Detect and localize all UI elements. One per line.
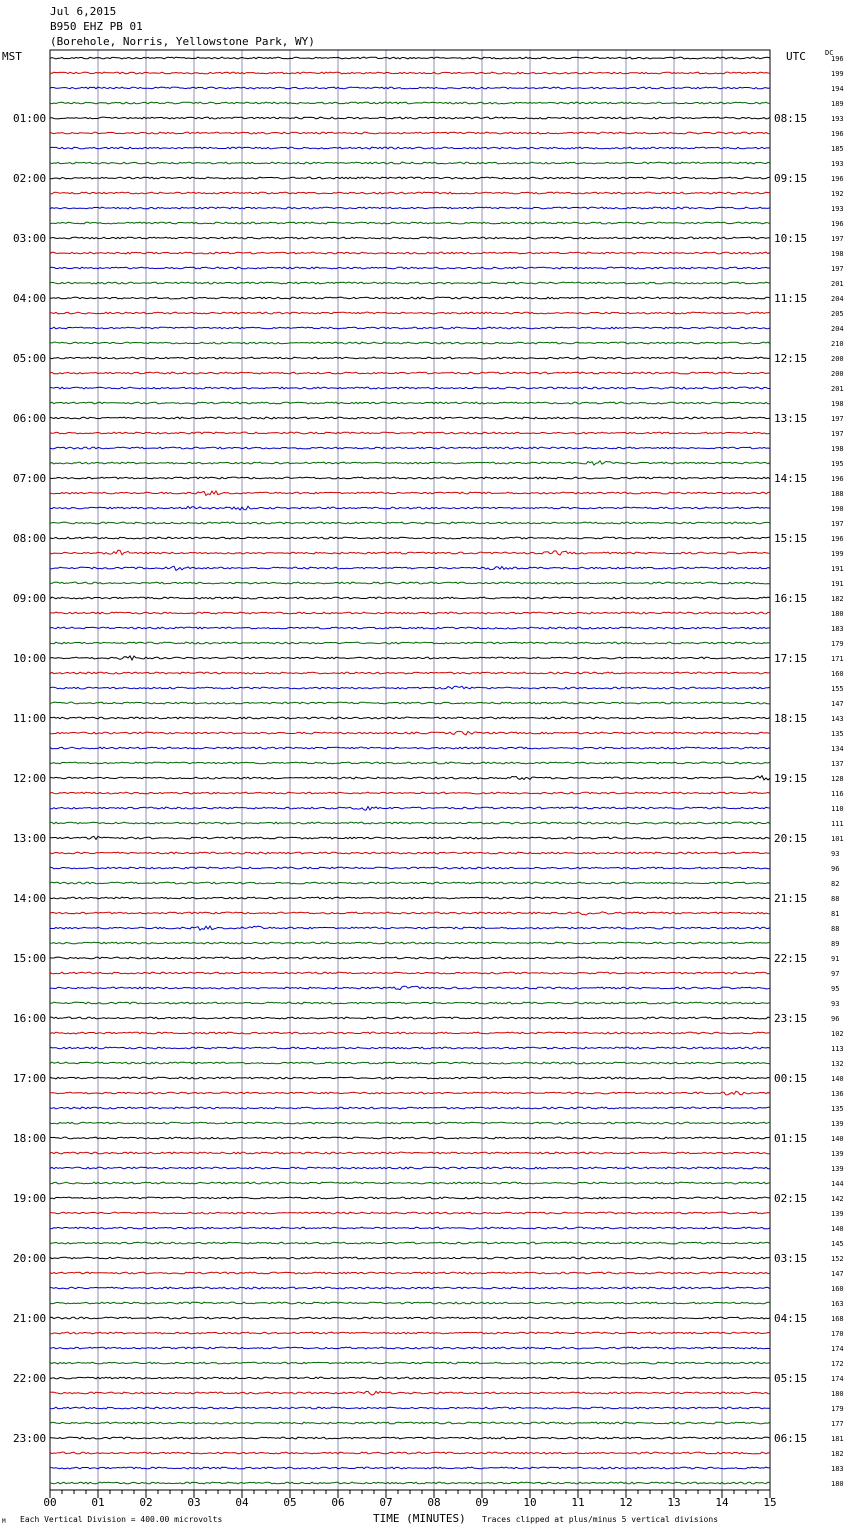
dc-offset-value: 91	[831, 955, 840, 963]
dc-offset-value: 82	[831, 880, 840, 888]
seismic-trace	[50, 432, 770, 434]
mst-hour-label: 18:00	[13, 1132, 47, 1145]
dc-offset-value: 111	[831, 820, 844, 828]
mst-hour-label: 12:00	[13, 772, 47, 785]
utc-hour-label: 19:15	[774, 772, 808, 785]
seismic-trace	[50, 1122, 770, 1124]
seismic-trace	[50, 1091, 770, 1095]
utc-hour-label: 02:15	[774, 1192, 808, 1205]
dc-offset-value: 132	[831, 1060, 844, 1068]
dc-offset-value: 199	[831, 70, 844, 78]
dc-offset-value: 152	[831, 1255, 844, 1263]
seismic-trace	[50, 327, 770, 329]
x-tick-label: 00	[43, 1496, 57, 1509]
seismic-trace	[50, 207, 770, 209]
mst-hour-label: 23:00	[13, 1432, 47, 1445]
dc-offset-value: 134	[831, 745, 844, 753]
dc-offset-value: 197	[831, 265, 844, 273]
seismic-trace	[50, 1077, 770, 1079]
seismic-trace	[50, 1377, 770, 1379]
seismic-trace	[50, 867, 770, 869]
dc-offset-value: 193	[831, 205, 844, 213]
dc-offset-value: 160	[831, 670, 844, 678]
mst-hour-label: 07:00	[13, 472, 47, 485]
seismic-trace	[50, 897, 770, 899]
seismic-trace	[50, 1167, 770, 1169]
utc-hour-label: 22:15	[774, 952, 808, 965]
seismic-trace	[50, 836, 770, 839]
seismic-trace	[50, 357, 770, 359]
seismic-trace	[50, 1391, 770, 1395]
mst-hour-label: 17:00	[13, 1072, 47, 1085]
seismic-trace	[50, 147, 770, 149]
dc-offset-value: 183	[831, 625, 844, 633]
utc-hour-label: 04:15	[774, 1312, 808, 1325]
mst-hour-label: 16:00	[13, 1012, 47, 1025]
dc-offset-value: 191	[831, 580, 844, 588]
utc-hour-label: 10:15	[774, 232, 808, 245]
seismic-trace	[50, 852, 770, 854]
seismic-trace	[50, 1212, 770, 1214]
dc-offset-value: 197	[831, 520, 844, 528]
dc-offset-value: 140	[831, 1135, 844, 1143]
utc-hour-label: 17:15	[774, 652, 808, 665]
seismic-trace	[50, 297, 770, 299]
x-tick-label: 13	[667, 1496, 681, 1509]
dc-offset-value: 93	[831, 850, 840, 858]
utc-hour-label: 09:15	[774, 172, 808, 185]
dc-offset-value: 189	[831, 100, 844, 108]
seismic-trace	[50, 222, 770, 224]
dc-offset-value: 139	[831, 1150, 844, 1158]
seismic-trace	[50, 237, 770, 239]
dc-offset-value: 88	[831, 925, 840, 933]
utc-hour-label: 03:15	[774, 1252, 808, 1265]
dc-offset-value: 185	[831, 145, 844, 153]
seismic-trace	[50, 672, 770, 674]
dc-offset-value: 182	[831, 1450, 844, 1458]
x-tick-label: 04	[235, 1496, 249, 1509]
x-tick-label: 05	[283, 1496, 297, 1509]
dc-offset-value: 179	[831, 1405, 844, 1413]
x-tick-label: 03	[187, 1496, 201, 1509]
seismic-trace	[50, 491, 770, 496]
utc-hour-label: 08:15	[774, 112, 808, 125]
seismic-trace	[50, 702, 770, 704]
dc-offset-value: 145	[831, 1240, 844, 1248]
seismic-trace	[50, 612, 770, 614]
x-tick-label: 11	[571, 1496, 585, 1509]
seismic-trace	[50, 1227, 770, 1229]
seismic-trace	[50, 342, 770, 344]
x-tick-label: 06	[331, 1496, 345, 1509]
mst-hour-label: 21:00	[13, 1312, 47, 1325]
seismic-trace	[50, 926, 770, 930]
x-tick-label: 10	[523, 1496, 537, 1509]
seismic-trace	[50, 447, 770, 449]
utc-hour-label: 06:15	[774, 1432, 808, 1445]
dc-offset-value: 88	[831, 895, 840, 903]
right-timezone-label: UTC	[786, 50, 806, 63]
seismic-trace	[50, 1047, 770, 1049]
seismic-trace	[50, 522, 770, 524]
seismic-trace	[50, 582, 770, 584]
dc-offset-value: 180	[831, 1480, 844, 1488]
seismic-trace	[50, 117, 770, 119]
dc-offset-header: DC	[825, 49, 834, 57]
dc-offset-value: 142	[831, 1195, 844, 1203]
dc-offset-value: 182	[831, 595, 844, 603]
dc-offset-value: 140	[831, 1225, 844, 1233]
mst-hour-label: 03:00	[13, 232, 47, 245]
seismic-trace	[50, 252, 770, 254]
seismic-trace	[50, 1017, 770, 1019]
dc-offset-value: 135	[831, 730, 844, 738]
dc-offset-value: 144	[831, 1180, 844, 1188]
seismic-trace	[50, 686, 770, 689]
mst-hour-label: 01:00	[13, 112, 47, 125]
seismic-trace	[50, 1062, 770, 1064]
dc-offset-value: 128	[831, 775, 844, 783]
x-tick-label: 09	[475, 1496, 489, 1509]
dc-offset-value: 168	[831, 1315, 844, 1323]
mst-hour-label: 15:00	[13, 952, 47, 965]
seismic-trace	[50, 387, 770, 389]
mst-hour-label: 04:00	[13, 292, 47, 305]
utc-hour-label: 23:15	[774, 1012, 808, 1025]
dc-offset-value: 96	[831, 1015, 840, 1023]
dc-offset-value: 97	[831, 970, 840, 978]
seismic-trace	[50, 747, 770, 749]
dc-offset-value: 204	[831, 325, 844, 333]
dc-offset-value: 140	[831, 1075, 844, 1083]
seismic-trace	[50, 807, 770, 811]
x-tick-label: 15	[763, 1496, 777, 1509]
seismic-trace	[50, 1197, 770, 1199]
dc-offset-value: 190	[831, 505, 844, 513]
seismic-trace	[50, 162, 770, 164]
seismic-trace	[50, 1452, 770, 1454]
seismic-trace	[50, 1437, 770, 1439]
seismic-trace	[50, 942, 770, 944]
seismic-trace	[50, 627, 770, 629]
seismic-trace	[50, 912, 770, 915]
utc-hour-label: 21:15	[774, 892, 808, 905]
dc-offset-value: 147	[831, 1270, 844, 1278]
corner-mark: M	[2, 1518, 6, 1525]
dc-offset-value: 116	[831, 790, 844, 798]
dc-offset-value: 170	[831, 1330, 844, 1338]
seismic-trace	[50, 1422, 770, 1424]
mst-hour-label: 22:00	[13, 1372, 47, 1385]
dc-offset-value: 198	[831, 445, 844, 453]
seismic-trace	[50, 1137, 770, 1139]
utc-hour-label: 00:15	[774, 1072, 808, 1085]
dc-offset-value: 196	[831, 535, 844, 543]
mst-hour-label: 09:00	[13, 592, 47, 605]
scale-note: Each Vertical Division = 400.00 microvolts	[20, 1515, 223, 1524]
seismic-trace	[50, 1317, 770, 1319]
dc-offset-value: 139	[831, 1210, 844, 1218]
seismic-trace	[50, 656, 770, 660]
dc-offset-value: 160	[831, 1285, 844, 1293]
utc-hour-label: 13:15	[774, 412, 808, 425]
dc-offset-value: 197	[831, 235, 844, 243]
seismic-trace	[50, 417, 770, 419]
seismic-trace	[50, 1257, 770, 1259]
seismic-trace	[50, 477, 770, 479]
seismic-trace	[50, 1302, 770, 1304]
dc-offset-value: 139	[831, 1120, 844, 1128]
dc-offset-value: 136	[831, 1090, 844, 1098]
seismic-trace	[50, 957, 770, 959]
dc-offset-value: 101	[831, 835, 844, 843]
mst-hour-label: 10:00	[13, 652, 47, 665]
dc-offset-value: 93	[831, 1000, 840, 1008]
seismic-trace	[50, 986, 770, 990]
seismic-trace	[50, 550, 770, 555]
seismic-trace	[50, 1407, 770, 1409]
seismic-trace	[50, 1332, 770, 1334]
seismic-trace	[50, 1467, 770, 1469]
dc-offset-value: 193	[831, 115, 844, 123]
x-tick-label: 12	[619, 1496, 633, 1509]
seismic-trace	[50, 1482, 770, 1484]
seismic-trace	[50, 461, 770, 465]
seismic-trace	[50, 597, 770, 599]
seismic-trace	[50, 132, 770, 134]
dc-offset-value: 183	[831, 1465, 844, 1473]
seismic-trace	[50, 1002, 770, 1004]
dc-offset-value: 197	[831, 415, 844, 423]
x-tick-label: 08	[427, 1496, 441, 1509]
utc-hour-label: 15:15	[774, 532, 808, 545]
chart-date: Jul 6,2015	[50, 5, 117, 18]
dc-offset-value: 143	[831, 715, 844, 723]
seismic-trace	[50, 1242, 770, 1244]
dc-offset-value: 198	[831, 400, 844, 408]
seismic-trace	[50, 1032, 770, 1034]
mst-hour-label: 08:00	[13, 532, 47, 545]
dc-offset-value: 95	[831, 985, 840, 993]
dc-offset-value: 139	[831, 1165, 844, 1173]
dc-offset-value: 201	[831, 280, 844, 288]
dc-offset-value: 195	[831, 460, 844, 468]
seismic-trace	[50, 87, 770, 89]
dc-offset-value: 204	[831, 295, 844, 303]
dc-offset-value: 192	[831, 190, 844, 198]
dc-offset-value: 147	[831, 700, 844, 708]
seismic-trace	[50, 642, 770, 644]
mst-hour-label: 05:00	[13, 352, 47, 365]
seismic-trace	[50, 1362, 770, 1364]
dc-offset-value: 200	[831, 355, 844, 363]
utc-hour-label: 12:15	[774, 352, 808, 365]
seismic-trace	[50, 402, 770, 404]
seismic-trace	[50, 57, 770, 59]
chart-station: B950 EHZ PB 01	[50, 20, 143, 33]
mst-hour-label: 06:00	[13, 412, 47, 425]
dc-offset-value: 196	[831, 130, 844, 138]
dc-offset-value: 181	[831, 1435, 844, 1443]
utc-hour-label: 05:15	[774, 1372, 808, 1385]
seismic-trace	[50, 1347, 770, 1349]
dc-offset-value: 89	[831, 940, 840, 948]
dc-offset-value: 163	[831, 1300, 844, 1308]
seismic-trace	[50, 282, 770, 284]
seismic-trace	[50, 972, 770, 974]
dc-offset-value: 113	[831, 1045, 844, 1053]
seismic-trace	[50, 102, 770, 104]
dc-offset-value: 174	[831, 1345, 844, 1353]
dc-offset-value: 174	[831, 1375, 844, 1383]
dc-offset-value: 177	[831, 1420, 844, 1428]
dc-offset-value: 196	[831, 475, 844, 483]
seismic-trace	[50, 192, 770, 194]
seismic-trace	[50, 762, 770, 764]
mst-hour-label: 20:00	[13, 1252, 47, 1265]
x-tick-label: 01	[91, 1496, 105, 1509]
seismic-trace	[50, 822, 770, 824]
dc-offset-value: 194	[831, 85, 844, 93]
mst-hour-label: 02:00	[13, 172, 47, 185]
seismic-trace	[50, 792, 770, 794]
seismic-trace	[50, 776, 770, 780]
seismic-trace	[50, 1182, 770, 1184]
dc-offset-value: 196	[831, 55, 844, 63]
seismic-trace	[50, 1272, 770, 1274]
seismic-trace	[50, 372, 770, 374]
dc-offset-value: 137	[831, 760, 844, 768]
seismic-trace	[50, 1287, 770, 1289]
dc-offset-value: 191	[831, 565, 844, 573]
dc-offset-value: 210	[831, 340, 844, 348]
dc-offset-value: 199	[831, 550, 844, 558]
utc-hour-label: 14:15	[774, 472, 808, 485]
seismic-trace	[50, 177, 770, 179]
dc-offset-value: 172	[831, 1360, 844, 1368]
dc-offset-value: 198	[831, 250, 844, 258]
mst-hour-label: 13:00	[13, 832, 47, 845]
seismic-trace	[50, 882, 770, 884]
utc-hour-label: 18:15	[774, 712, 808, 725]
utc-hour-label: 11:15	[774, 292, 808, 305]
dc-offset-value: 197	[831, 430, 844, 438]
dc-offset-value: 205	[831, 310, 844, 318]
mst-hour-label: 11:00	[13, 712, 47, 725]
clip-note: Traces clipped at plus/minus 5 vertical divisions	[482, 1515, 719, 1524]
seismic-trace	[50, 537, 770, 539]
seismic-trace	[50, 267, 770, 269]
utc-hour-label: 01:15	[774, 1132, 808, 1145]
dc-offset-value: 193	[831, 160, 844, 168]
dc-offset-value: 96	[831, 865, 840, 873]
seismic-trace	[50, 1107, 770, 1109]
x-axis-label: TIME (MINUTES)	[373, 1512, 466, 1525]
seismic-trace	[50, 566, 770, 570]
dc-offset-value: 81	[831, 910, 840, 918]
dc-offset-value: 180	[831, 1390, 844, 1398]
seismic-trace	[50, 731, 770, 734]
dc-offset-value: 179	[831, 640, 844, 648]
chart-location: (Borehole, Norris, Yellowstone Park, WY)	[50, 35, 315, 48]
seismic-trace	[50, 1152, 770, 1154]
seismic-trace	[50, 72, 770, 74]
mst-hour-label: 19:00	[13, 1192, 47, 1205]
x-tick-label: 14	[715, 1496, 729, 1509]
dc-offset-value: 110	[831, 805, 844, 813]
dc-offset-value: 135	[831, 1105, 844, 1113]
dc-offset-value: 196	[831, 220, 844, 228]
dc-offset-value: 188	[831, 490, 844, 498]
dc-offset-value: 180	[831, 610, 844, 618]
dc-offset-value: 155	[831, 685, 844, 693]
left-timezone-label: MST	[2, 50, 22, 63]
seismic-trace	[50, 506, 770, 510]
x-tick-label: 02	[139, 1496, 153, 1509]
dc-offset-value: 201	[831, 385, 844, 393]
dc-offset-value: 171	[831, 655, 844, 663]
dc-offset-value: 102	[831, 1030, 844, 1038]
utc-hour-label: 20:15	[774, 832, 808, 845]
dc-offset-value: 196	[831, 175, 844, 183]
seismic-trace	[50, 312, 770, 314]
utc-hour-label: 16:15	[774, 592, 808, 605]
mst-hour-label: 14:00	[13, 892, 47, 905]
dc-offset-value: 200	[831, 370, 844, 378]
x-tick-label: 07	[379, 1496, 393, 1509]
seismic-trace	[50, 717, 770, 719]
